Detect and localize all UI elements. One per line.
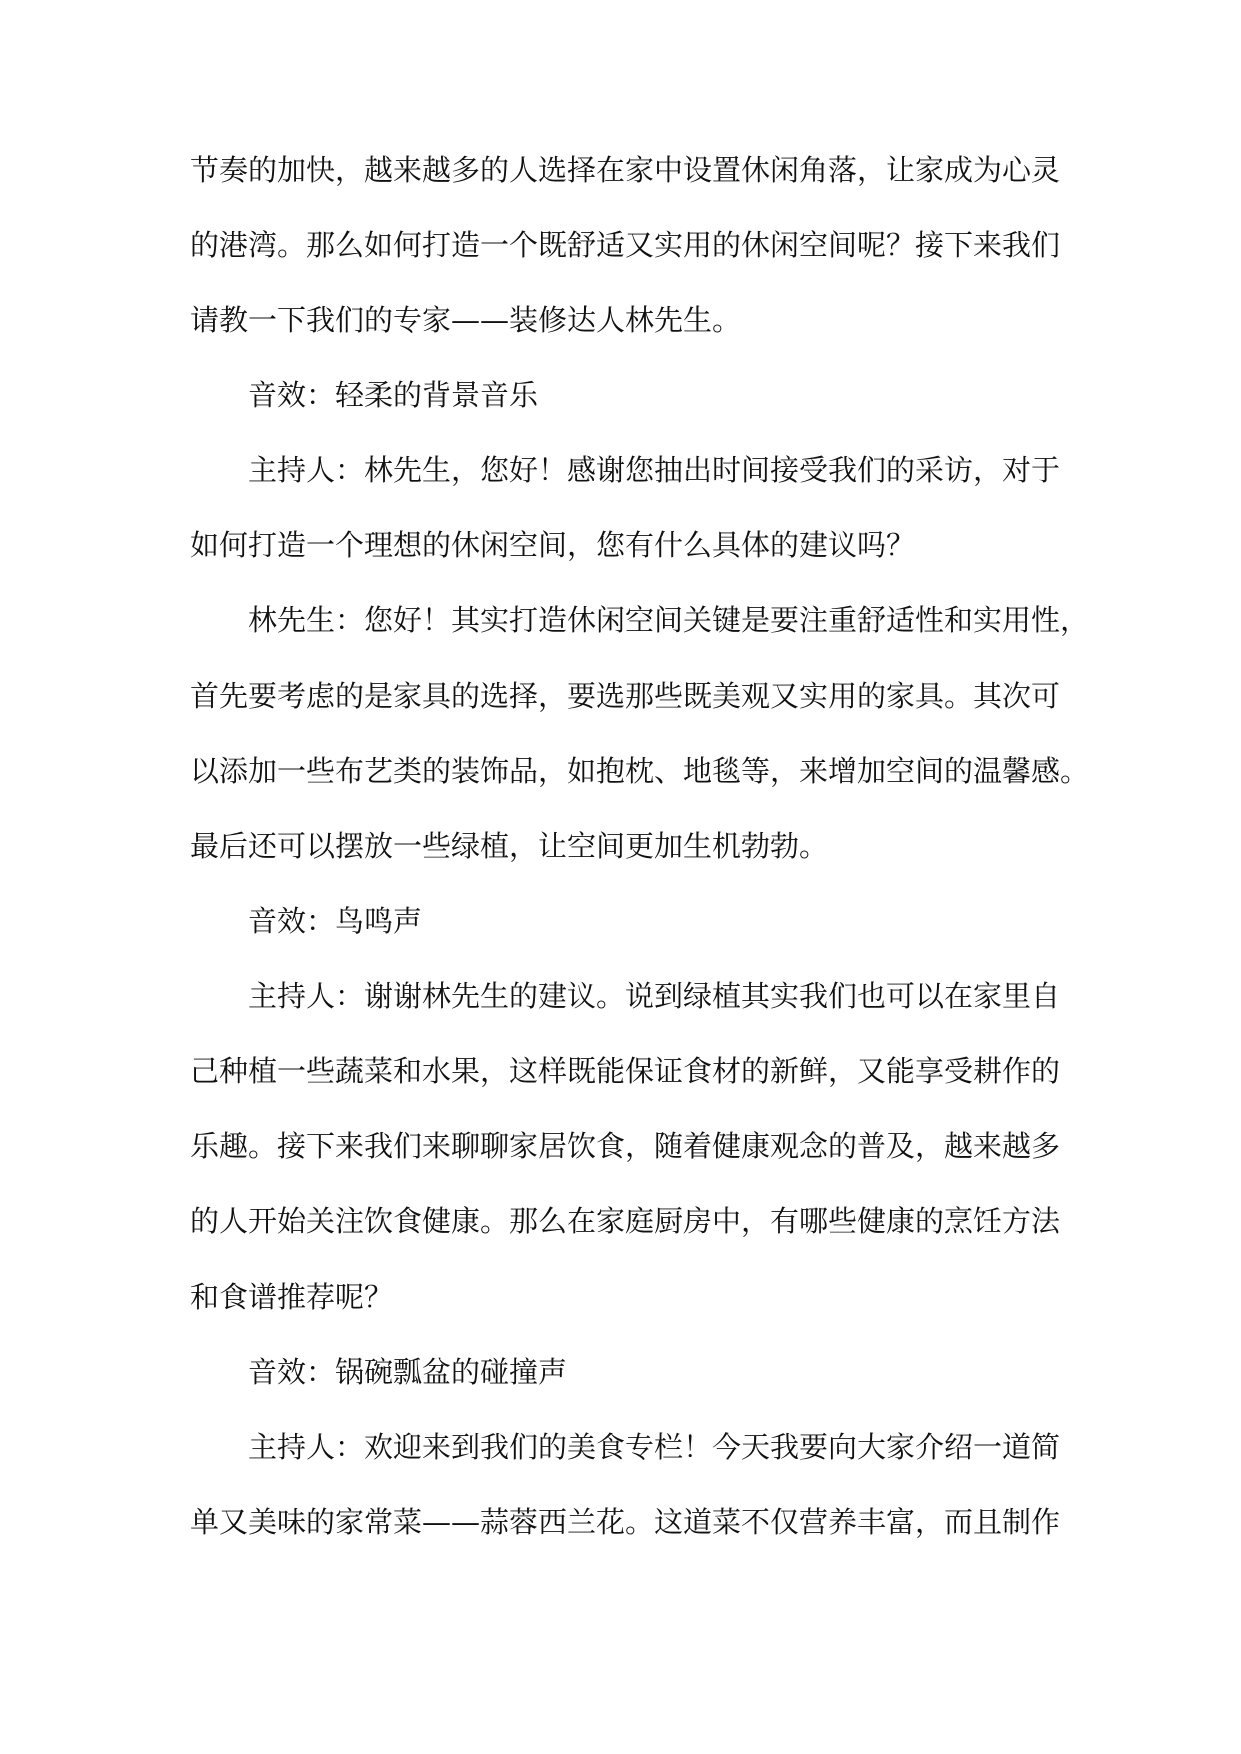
sound-effect-line: 音效：鸟鸣声: [248, 904, 423, 938]
paragraph-line: 己种植一些蔬菜和水果，这样既能保证食材的新鲜，又能享受耕作的: [190, 1054, 1061, 1088]
paragraph-line: 乐趣。接下来我们来聊聊家居饮食，随着健康观念的普及，越来越多: [190, 1129, 1061, 1163]
sound-effect-line: 音效：锅碗瓢盆的碰撞声: [248, 1355, 568, 1389]
guest-dialogue-line: 林先生：您好！其实打造休闲空间关键是要注重舒适性和实用性，: [248, 603, 1090, 637]
paragraph-line: 的人开始关注饮食健康。那么在家庭厨房中，有哪些健康的烹饪方法: [190, 1204, 1061, 1238]
sound-effect-line: 音效：轻柔的背景音乐: [248, 378, 539, 412]
host-dialogue-line: 主持人：谢谢林先生的建议。说到绿植其实我们也可以在家里自: [248, 979, 1061, 1013]
paragraph-line: 请教一下我们的专家——装修达人林先生。: [190, 303, 742, 337]
paragraph-line: 和食谱推荐呢？: [190, 1280, 394, 1314]
paragraph-line: 以添加一些布艺类的装饰品，如抱枕、地毯等，来增加空间的温馨感。: [190, 754, 1090, 788]
host-dialogue-line: 主持人：林先生，您好！感谢您抽出时间接受我们的采访，对于: [248, 453, 1061, 487]
host-dialogue-line: 主持人：欢迎来到我们的美食专栏！今天我要向大家介绍一道简: [248, 1430, 1061, 1464]
paragraph-line: 最后还可以摆放一些绿植，让空间更加生机勃勃。: [190, 829, 829, 863]
paragraph-line: 节奏的加快，越来越多的人选择在家中设置休闲角落，让家成为心灵: [190, 153, 1061, 187]
paragraph-line: 的港湾。那么如何打造一个既舒适又实用的休闲空间呢？接下来我们: [190, 228, 1061, 262]
paragraph-line: 如何打造一个理想的休闲空间，您有什么具体的建议吗？: [190, 528, 916, 562]
paragraph-line: 单又美味的家常菜——蒜蓉西兰花。这道菜不仅营养丰富，而且制作: [190, 1505, 1061, 1539]
paragraph-line: 首先要考虑的是家具的选择，要选那些既美观又实用的家具。其次可: [190, 679, 1061, 713]
